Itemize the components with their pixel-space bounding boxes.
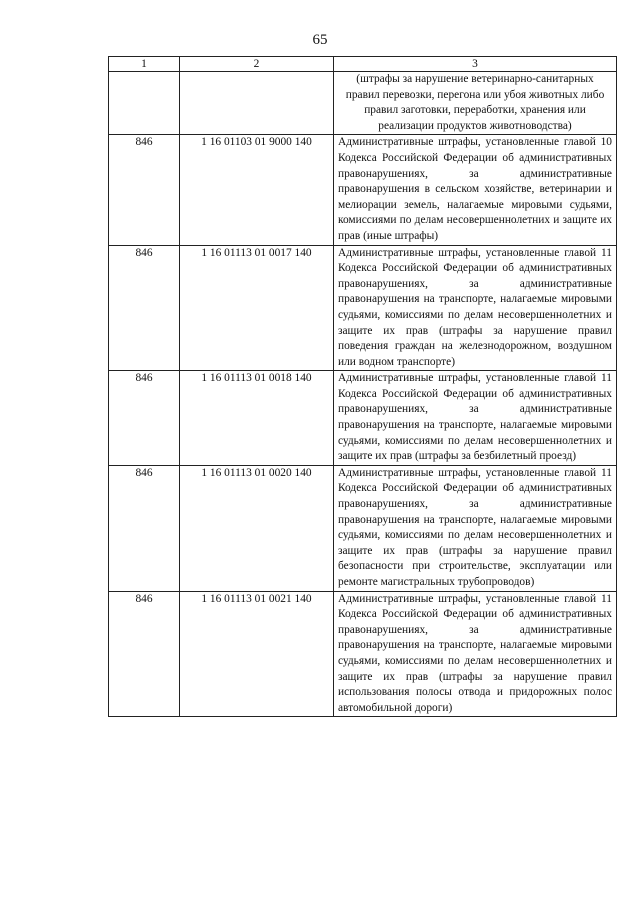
admin-code: 846 [109,371,180,466]
table-row [109,591,617,717]
income-description: Административные штрафы, установленные главой 11 Кодекса Российской Федерации об административных правонарушениях, за административные правонарушения на транспорте, налагаемые мировыми судьями, комиссиями по делам несовершеннолетних и защите их прав (штрафы за нарушение правил безопасности при строительстве, эксплуатации или ремонте магистральных трубопроводов) [334,465,617,591]
budget-classification-code: 1 16 01113 01 0020 140 [180,465,334,591]
budget-classification-code: 1 16 01113 01 0017 140 [180,245,334,371]
table-row [109,465,617,591]
income-description: Административные штрафы, установленные главой 11 Кодекса Российской Федерации об административных правонарушениях, за административные правонарушения на транспорте, налагаемые мировыми судьями, комиссиями по делам несовершеннолетних и защите их прав (штрафы за нарушение правил поведения граждан на железнодорожном, воздушном или водном транспорте) [334,245,617,371]
budget-codes-table [108,56,617,717]
admin-code: 846 [109,135,180,245]
admin-code: 846 [109,245,180,371]
income-description: Административные штрафы, установленные главой 11 Кодекса Российской Федерации об административных правонарушениях, за административные правонарушения на транспорте, налагаемые мировыми судьями, комиссиями по делам несовершеннолетних и защите их прав (штрафы за безбилетный проезд) [334,371,617,466]
admin-code: 846 [109,591,180,717]
table-row [109,245,617,371]
table-row [109,371,617,466]
income-description: Административные штрафы, установленные главой 11 Кодекса Российской Федерации об административных правонарушениях, за административные правонарушения на транспорте, налагаемые мировыми судьями, комиссиями по делам несовершеннолетних и защите их прав (штрафы за нарушение правил использования полосы отвода и придорожных полос автомобильной дороги) [334,591,617,717]
page-number: 65 [312,32,328,48]
continuation-description: (штрафы за нарушение ветеринарно-санитарных правил перевозки, перегона или убоя животных либо правил заготовки, переработки, хранения или реализации продуктов животноводства) [334,72,617,135]
continuation-code-cell [180,72,334,135]
column-header-3: 3 [334,57,617,72]
column-header-1: 1 [109,57,180,72]
budget-classification-code: 1 16 01113 01 0018 140 [180,371,334,466]
continuation-admin-cell [109,72,180,135]
table-row [109,135,617,245]
admin-code: 846 [109,465,180,591]
table-header-row [109,57,617,72]
continuation-row [109,72,617,135]
column-header-2: 2 [180,57,334,72]
income-description: Административные штрафы, установленные главой 10 Кодекса Российской Федерации об административных правонарушениях, за административные правонарушения в сельском хозяйстве, ветеринарии и мелиорации земель, налагаемые мировыми судьями, комиссиями по делам несовершеннолетних и защите их прав (иные штрафы) [334,135,617,245]
budget-classification-code: 1 16 01113 01 0021 140 [180,591,334,717]
budget-classification-code: 1 16 01103 01 9000 140 [180,135,334,245]
